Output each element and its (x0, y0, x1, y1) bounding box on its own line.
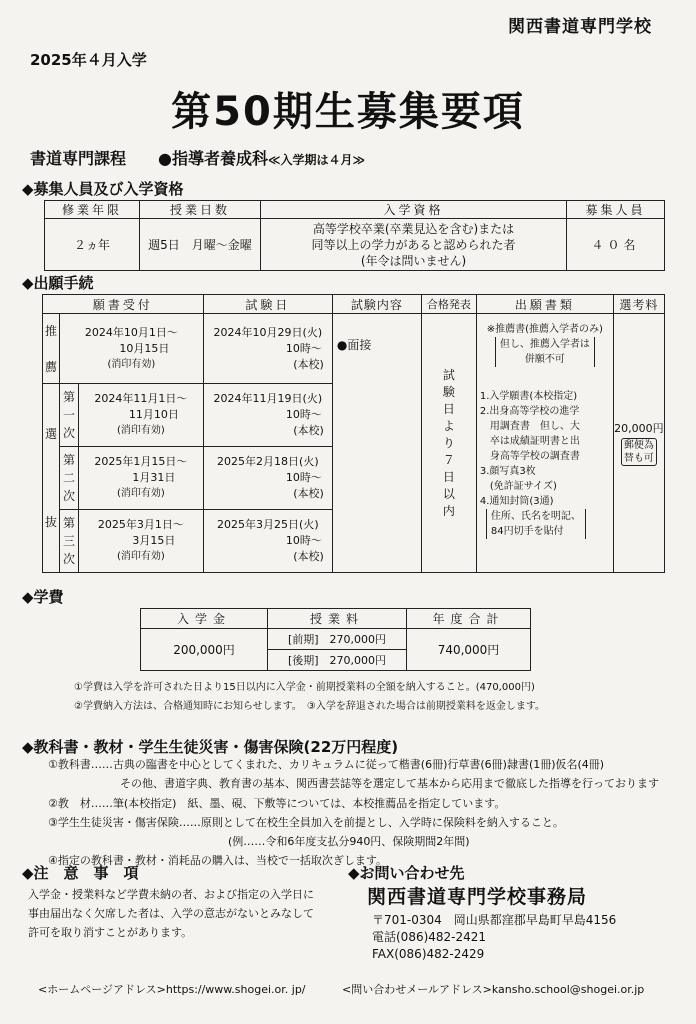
apply-header-docs: 出願書類 (476, 295, 613, 314)
tuition-header-entrance: 入学金 (141, 609, 268, 629)
recruit-heading: ◆募集人員及び入学資格 (22, 180, 184, 198)
contact-tel: 電話(086)482-2421 (372, 930, 487, 944)
round-2-exam: 2025年2月18日(火) 10時～ (本校) (203, 447, 332, 510)
round-1-label: 第 一 次 (60, 384, 79, 446)
recruit-header-days: 授業日数 (140, 201, 261, 219)
apply-content: ●面接 (332, 314, 421, 573)
page-title: 第50期生募集要項 (171, 89, 525, 135)
recruit-qualification: 高等学校卒業(卒業見込を含む)または 同等以上の学力があると認められた者 (年令は問いません) (261, 219, 567, 271)
course-dept: ●指導者養成科 (158, 149, 268, 168)
apply-fee: 20,000円 郵便為 替も可 (613, 314, 664, 573)
materials-line-2: その他、書道字典、教育書の基本、関西書芸誌等を選定して基本から応用まで徹底した指導を行っております (120, 777, 659, 790)
materials-heading: ◆教科書・教材・学生生徒災害・傷害保険(22万円程度) (22, 738, 399, 756)
round-3-label: 第 三 次 (60, 510, 79, 572)
round-3-exam: 2025年3月25日(火) 10時～ (本校) (203, 510, 332, 573)
materials-line-5: (例‥‥‥令和6年度支払分940円、保険期間2年間) (228, 835, 470, 848)
contact-postal: 〒701-0304 岡山県都窪郡早島町早島4156 (372, 913, 617, 927)
footer-homepage[interactable]: <ホームページアドレス>https://www.shogei.or. jp/ (38, 983, 306, 996)
caution-heading: ◆注 意 事 項 (22, 864, 139, 882)
apply-heading: ◆出願手続 (22, 274, 94, 292)
tuition-header-total: 年度合計 (407, 609, 531, 629)
tuition-second: [後期] 270,000円 (268, 650, 407, 671)
materials-line-3: ②教 材‥‥‥筆(本校指定) 紙、墨、硯、下敷等については、本校推薦品を指定しています。 (48, 797, 506, 810)
suisen-exam: 2024年10月29日(火) 10時～ (本校) (203, 314, 332, 384)
course-name: 書道専門課程 (30, 149, 127, 168)
recruit-days: 週5日 月曜～金曜 (140, 219, 261, 271)
apply-header-exam: 試験日 (203, 295, 332, 314)
round-1-receipt: 第 一 次 2024年11月1日～ 11月10日 (消印有効) (60, 384, 204, 447)
round-2-receipt: 第 二 次 2025年1月15日～ 1月31日 (消印有効) (60, 447, 204, 510)
recruit-count: ４０名 (567, 219, 665, 271)
materials-line-4: ③学生生徒災害・傷害保険‥‥‥原則として在校生全員加入を前提とし、入学時に保険料を納入すること。 (48, 816, 564, 829)
tuition-note-1: ①学費は入学を許可された日より15日以内に入学金・前期授業料の全額を納入すること。(470,000円) (74, 682, 535, 693)
contact-office: 関西書道専門学校事務局 (367, 886, 588, 908)
tuition-first: [前期] 270,000円 (268, 629, 407, 650)
footer-mail[interactable]: <問い合わせメールアドレス>kansho.school@shogei.or.jp (342, 983, 645, 996)
materials-line-6: ④指定の教科書・教材・消耗品の購入は、当校で一括取次ぎします。 (48, 854, 387, 867)
tuition-table (140, 608, 531, 671)
materials-line-1: ①教科書‥‥‥古典の臨書を中心としてくまれた、カリキュラムに従って楷書(6冊)行草書(6冊)隷書(1冊)仮名(4冊) (48, 758, 605, 771)
caution-body: 入学金・授業料など学費未納の者、および指定の入学日に 事由届出なく欠席した者は、入学の意志がないとみなして 許可を取り消すことがあります。 (28, 888, 314, 939)
tuition-note-2: ②学費納入方法は、合格通知時にお知らせします。 ③入学を辞退された場合は前期授業料を返金します。 (74, 701, 546, 712)
apply-docs: ※推薦書(推薦入学者のみ) 但し、推薦入学者は 併願不可 1.入学願書(本校指定) 2.出身高等学校の進学 用調査書 但し、大 卒は成績証明書と出 身高等学校の調査書 3.顔写真3枚 (免許証サイズ) 4.通知封筒(3通) 住所、氏名を明記、 84円切手を貼付 (476, 314, 613, 573)
apply-header-fee: 選考料 (613, 295, 664, 314)
course-line (30, 146, 365, 169)
contact-heading: ◆お問い合わせ先 (348, 864, 465, 882)
recruit-header-count: 募集人員 (567, 201, 665, 219)
contact-address (372, 912, 616, 963)
tuition-entrance: 200,000円 (141, 629, 268, 671)
recruit-years: ２ヵ年 (45, 219, 140, 271)
tuition-heading: ◆学費 (22, 588, 64, 606)
apply-header-receipt: 願書受付 (43, 295, 204, 314)
senbatsu-label: 選 抜 (43, 384, 60, 573)
apply-header-content: 試験内容 (332, 295, 421, 314)
course-period: ≪入学期は４月≫ (267, 153, 366, 167)
tuition-total: 740,000円 (407, 629, 531, 671)
recruit-header-qualification: 入学資格 (261, 201, 567, 219)
recruit-header-years: 修業年限 (45, 201, 140, 219)
round-2-label: 第 二 次 (60, 447, 79, 509)
round-3-receipt: 第 三 次 2025年3月1日～ 3月15日 (消印有効) (60, 510, 204, 573)
apply-result: 試 験 日 よ り ７ 日 以 内 (421, 314, 476, 573)
suisen-receipt: 2024年10月1日～ 10月15日 (消印有効) (60, 314, 204, 384)
entry-date: 2025年４月入学 (30, 51, 147, 69)
round-1-exam: 2024年11月19日(火) 10時～ (本校) (203, 384, 332, 447)
suisen-label: 推 薦 (43, 314, 60, 384)
recruit-table (44, 200, 665, 271)
apply-table (42, 294, 665, 573)
contact-fax: FAX(086)482-2429 (372, 947, 485, 961)
apply-header-result: 合格発表 (421, 295, 476, 314)
tuition-header-fee: 授業料 (268, 609, 407, 629)
school-name-top: 関西書道専門学校 (508, 17, 652, 37)
